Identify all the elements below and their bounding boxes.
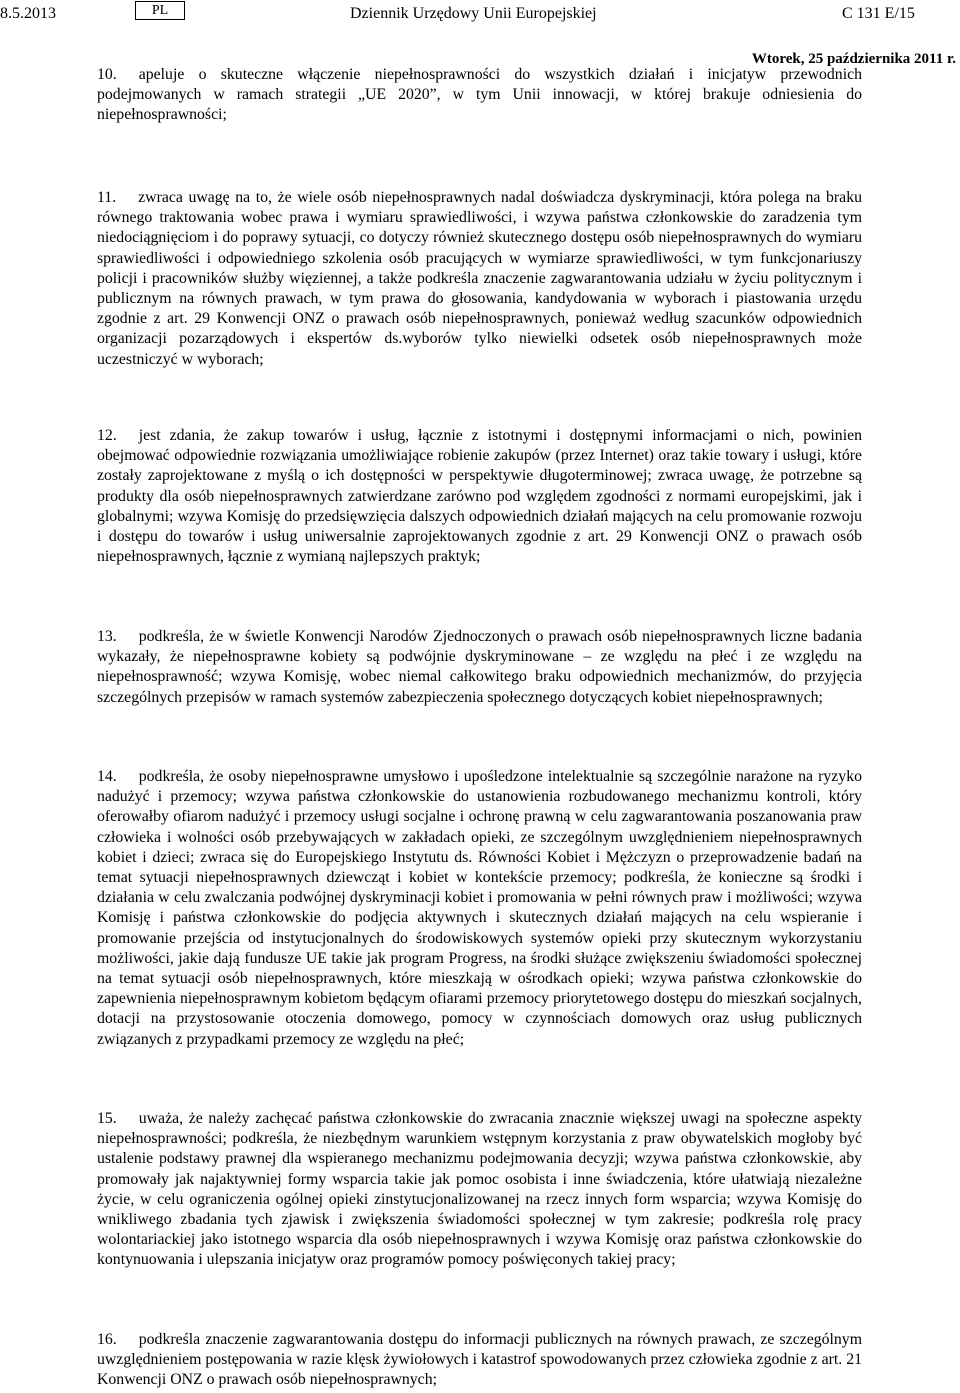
paragraph-number: 16. xyxy=(97,1331,117,1348)
paragraph-number: 11. xyxy=(97,189,117,206)
paragraph-number: 14. xyxy=(97,768,117,785)
language-badge: PL xyxy=(135,1,185,20)
paragraph-text: podkreśla, że osoby niepełnosprawne umysłowo i upośledzone intelektualnie są szczególnie narażone na ryzyko nadużyć i przemocy; wzywa państwa członkowskie do ustanowienia rozbudowanego mechanizmu kontroli, który oferowałby ofiarom nadużyć i przemocy usługi socjalne i ochronę prawną w celu zagwarantowania poszanowania praw człowieka i wolności osób przebywających w zakładach opieki, ze szczególnym uwzględnieniem niepełnosprawnych kobiet i dzieci; zwraca się do Europejskiego Instytutu ds. Równości Kobiet i Mężczyzn o przeprowadzenie badań na temat sytuacji niepełnosprawnych dziewcząt i kobiet w kontekście przemocy; podkreśla, że konieczne są środki i działania w celu zwalczania podwójnej dyskryminacji kobiet i promowania w pełni równych praw i możliwości; wzywa Komisję i państwa członkowskie do podjęcia aktywnych i skutecznych działań mających na celu wspieranie i promowanie przejścia od instytucjonalnych do środowiskowych systemów opieki przy skutecznym wykorzystaniu możliwości, jakie dają fundusze UE takie jak program Progress, na środki służące zwiększeniu świadomości społecznej na temat sytuacji osób niepełnosprawnych, które mieszkają w ośrodkach opieki; wzywa państwa członkowskie do zapewnienia niepełnosprawnym kobietom będącym ofiarami przemocy priorytetowego dostępu do mieszkań socjalnych, dotacji na przystosowanie otoczenia domowego, pomocy w czynnościach domowych oraz usług publicznych związanych z przypadkami przemocy ze względu na płeć; xyxy=(97,768,862,1048)
paragraph-text: jest zdania, że zakup towarów i usług, łącznie z istotnymi i dostępnymi informacjami o nich, powinien obejmować odpowiednie rozwiązania umożliwiające robienie zakupów (przez Internet) oraz takie towary i usługi, które zostały zaprojektowane z myślą o ich dostępności w perspektywie długoterminowej; zwraca uwagę, że potrzebne są produkty dla osób niepełnosprawnych zatwierdzane zarówno pod względem zgodności z normami europejskimi, jak i globalnymi; wzywa Komisję do przedsięwzięcia dalszych odpowiednich działań mających na celu promowanie rozwoju i dostępu do towarów i usług uniwersalnie zaprojektowanych zgodnie z art. 29 Konwencji ONZ o prawach osób niepełnosprawnych, łącznie z wymianą najlepszych praktyk; xyxy=(97,427,862,566)
paragraph-text: apeluje o skuteczne włączenie niepełnosprawności do wszystkich działań i inicjatyw przewodnich podejmowanych w ramach strategii „UE 2020”, w tym Unii innowacji, w której brakuje odniesienia do niepełnosprawności; xyxy=(97,66,862,124)
paragraph-10 xyxy=(97,65,862,126)
paragraph-11 xyxy=(97,188,862,370)
paragraph-16 xyxy=(97,1330,862,1391)
journal-title: Dziennik Urzędowy Unii Europejskiej xyxy=(350,5,597,22)
paragraph-text: uważa, że należy zachęcać państwa członkowskie do zwracania znacznie większej uwagi na społeczne aspekty niepełnosprawności; podkreśla, że niezbędnym warunkiem wstępnym korzystania z praw obywatelskich mogłoby być ustalenie podstawy prawnej dla wspieranego mechanizmu podejmowania decyzji; wzywa państwa członkowskie, aby promowały jak najaktywniej formy wsparcia takie jak pomoc osobista i inne świadczenia, które ułatwiają niezależne życie, w celu ograniczenia ogólnej opieki zinstytucjonalizowanej na rzecz innych form wsparcia; wzywa Komisję do wnikliwego zbadania tych zjawisk i zwiększenia świadomości społecznej w tym zakresie; podkreśla rolę pracy wolontariackiej jako istotnego wsparcia dla osób niepełnosprawnych i wzywa Komisję oraz państwa członkowskie do kontynuowania i ulepszania inicjatyw oraz programów pomocy poświęconych takiej pracy; xyxy=(97,1110,862,1269)
paragraph-text: zwraca uwagę na to, że wiele osób niepełnosprawnych nadal doświadcza dyskryminacji, która polega na braku równego traktowania wobec prawa i wymiaru sprawiedliwości, i wzywa państwa członkowskie do zaradzenia tym niedociągnięciom i do poprawy sytuacji, co dotyczy również skutecznego dostępu osób niepełnosprawnych do wymiaru sprawiedliwości i odpowiedniego szkolenia osób pracujących w wymiarze sprawiedliwości, w tym funkcjonariuszy policji i pracowników służby więziennej, a także podkreśla znaczenie zagwarantowania udziału w życiu politycznym i publicznym na równych prawach, w tym prawa do głosowania, kandydowania w wyborach i piastowania urzędu zgodnie z art. 29 Konwencji ONZ o prawach osób niepełnosprawnych, ponieważ według szacunków odpowiednich organizacji pozarządowych i ekspertów ds.wyborów tylko niewielki odsetek osób niepełnosprawnych może uczestniczyć w wyborach; xyxy=(97,189,862,368)
sitting-date: Wtorek, 25 października 2011 r. xyxy=(751,51,956,67)
paragraph-15 xyxy=(97,1109,862,1271)
paragraph-number: 12. xyxy=(97,427,117,444)
publication-date: 8.5.2013 xyxy=(0,5,56,22)
paragraph-13 xyxy=(97,627,862,708)
paragraph-text: podkreśla, że w świetle Konwencji Narodów Zjednoczonych o prawach osób niepełnosprawnych liczne badania wykazały, że niepełnosprawne kobiety są podwójnie dyskryminowane – ze względu na płeć i ze względu na niepełnosprawność; wzywa Komisję, wobec niemal całkowitego braku odpowiednich mechanizmów, do przyjęcia szczególnych przepisów w ramach systemów zabezpieczenia społecznego dotyczących kobiet niepełnosprawnych; xyxy=(97,628,862,706)
paragraph-number: 15. xyxy=(97,1110,117,1127)
paragraph-text: podkreśla znaczenie zagwarantowania dostępu do informacji publicznych na równych prawach, ze szczególnym uwzględnieniem postępowania w razie klęsk żywiołowych i katastrof spowodowanych przez człowieka zgodnie z art. 21 Konwencji ONZ o prawach osób niepełnosprawnych; xyxy=(97,1331,862,1389)
paragraph-number: 13. xyxy=(97,628,117,645)
paragraph-12 xyxy=(97,426,862,567)
paragraph-14 xyxy=(97,767,862,1050)
journal-reference: C 131 E/15 xyxy=(842,5,915,22)
paragraph-number: 10. xyxy=(97,66,117,83)
page-header xyxy=(0,0,960,30)
